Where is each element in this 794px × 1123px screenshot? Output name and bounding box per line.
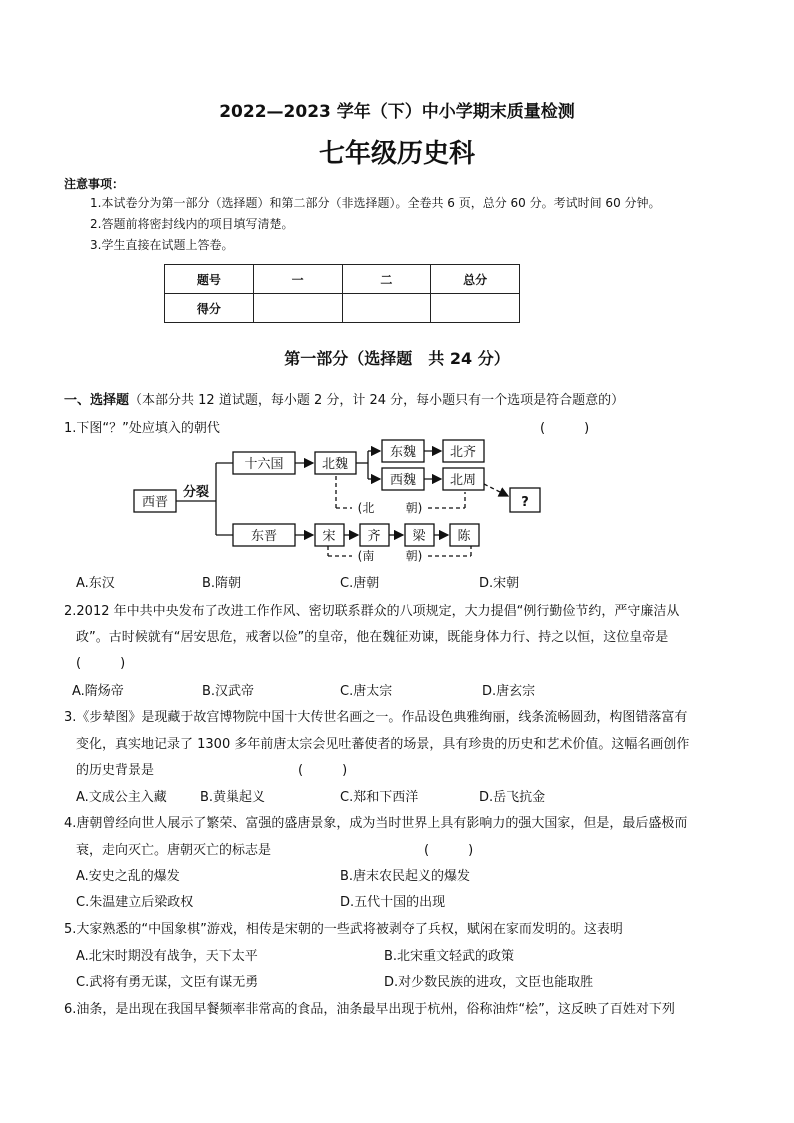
- south-label-right: 朝): [405, 549, 423, 563]
- box-xijin-label: 西晋: [141, 495, 169, 510]
- question-1-option-b[interactable]: B.隋朝: [202, 576, 242, 591]
- score-row-label: 得分: [165, 294, 254, 323]
- question-3-option-b[interactable]: B.黄巢起义: [200, 790, 266, 805]
- question-5-option-c[interactable]: C.武将有勇无谋，文臣有谋无勇: [76, 975, 259, 990]
- question-1-option-c[interactable]: C.唐朝: [340, 576, 380, 591]
- score-table-header: 题号: [165, 265, 254, 294]
- south-label-left: (南: [357, 549, 375, 563]
- question-4-option-a[interactable]: A.安史之乱的爆发: [76, 869, 180, 884]
- question-3-option-c[interactable]: C.郑和下西洋: [340, 790, 419, 805]
- question-5-option-d[interactable]: D.对少数民族的进攻，文臣也能取胜: [384, 975, 594, 990]
- score-cell[interactable]: [253, 294, 342, 323]
- section-note: （本部分共 12 道试题，每小题 2 分，计 24 分，每小题只有一个选项是符合题意的）: [129, 393, 625, 408]
- question-2-stem-line: 2.2012 年中共中央发布了改进工作作风、密切联系群众的八项规定，大力提倡“例行勤俭节约，严守廉洁从: [64, 604, 680, 619]
- box-beiwei-label: 北魏: [321, 457, 349, 472]
- section-label: 一、选择题: [64, 393, 130, 408]
- note-item: 3.学生直接在试题上答卷。: [90, 238, 234, 252]
- question-4-option-c[interactable]: C.朱温建立后梁政权: [76, 895, 194, 910]
- score-table-score-row: [165, 294, 520, 323]
- question-1-answer-blank[interactable]: ( ): [540, 421, 590, 436]
- question-2-option-d[interactable]: D.唐玄宗: [482, 684, 536, 699]
- box-shiliuguo-label: 十六国: [244, 457, 284, 472]
- question-3-stem-line: 变化，真实地记录了 1300 多年前唐太宗会见吐蕃使者的场景，具有珍贵的历史和艺术价值。这幅名画创作: [76, 737, 690, 752]
- question-3-stem-line: 的历史背景是: [76, 763, 155, 778]
- north-label-right: 朝): [405, 501, 423, 515]
- dynasty-diagram: [130, 436, 550, 568]
- question-4-stem-line: 4.唐朝曾经向世人展示了繁荣、富强的盛唐景象，成为当时世界上具有影响力的强大国家，但是，最后盛极而: [64, 816, 688, 831]
- question-5-option-a[interactable]: A.北宋时期没有战争，天下太平: [76, 949, 258, 964]
- question-2-option-b[interactable]: B.汉武帝: [202, 684, 255, 699]
- box-qi-label: 齐: [367, 529, 381, 544]
- box-dongjin-label: 东晋: [250, 529, 278, 544]
- question-3-option-a[interactable]: A.文成公主入藏: [76, 790, 167, 805]
- score-table-header: 总分: [431, 265, 520, 294]
- box-dongwei-label: 东魏: [389, 445, 417, 460]
- question-3-answer-blank[interactable]: ( ): [298, 763, 348, 778]
- box-chen-label: 陈: [457, 529, 471, 544]
- box-question-label: ?: [521, 495, 529, 510]
- split-label: 分裂: [182, 485, 210, 500]
- exam-title: 2022—2023 学年（下）中小学期末质量检测: [219, 102, 575, 122]
- question-4-option-d[interactable]: D.五代十国的出现: [340, 895, 446, 910]
- box-liang-label: 梁: [412, 529, 426, 544]
- score-table-header-row: [165, 265, 520, 294]
- box-beiqi-label: 北齐: [449, 445, 477, 460]
- question-6-stem-line: 6.油条，是出现在我国早餐频率非常高的食品，油条最早出现于杭州，俗称油炸“桧”，这反映了百姓对下列: [64, 1002, 675, 1017]
- section-heading: [64, 389, 624, 408]
- question-2-option-a[interactable]: A.隋炀帝: [72, 684, 124, 699]
- note-item: 1.本试卷分为第一部分（选择题）和第二部分（非选择题）。全卷共 6 页，总分 60 分。考试时间 60 分钟。: [90, 196, 661, 210]
- notes-heading: 注意事项：: [64, 177, 125, 191]
- box-beizhou-label: 北周: [449, 473, 477, 488]
- score-table: [164, 264, 520, 323]
- score-cell[interactable]: [342, 294, 431, 323]
- question-1-stem: 1.下图“？”处应填入的朝代: [64, 421, 220, 436]
- question-1-option-d[interactable]: D.宋朝: [479, 576, 520, 591]
- question-5-option-b[interactable]: B.北宋重文轻武的政策: [384, 949, 515, 964]
- north-label-left: (北: [357, 501, 375, 515]
- score-table-header: 一: [253, 265, 342, 294]
- note-item: 2.答题前将密封线内的项目填写清楚。: [90, 217, 294, 231]
- question-4-stem-line: 衰，走向灭亡。唐朝灭亡的标志是: [76, 843, 272, 858]
- question-5-stem-line: 5.大家熟悉的“中国象棋”游戏，相传是宋朝的一些武将被剥夺了兵权，赋闲在家而发明的。这表明: [64, 922, 623, 937]
- box-xiwei-label: 西魏: [389, 473, 417, 488]
- box-song-label: 宋: [322, 529, 336, 544]
- question-2-answer-blank[interactable]: ( ): [76, 656, 126, 671]
- subject-title: 七年级历史科: [318, 139, 475, 169]
- question-2-option-c[interactable]: C.唐太宗: [340, 684, 393, 699]
- question-3-stem-line: 3.《步辇图》是现藏于故宫博物院中国十大传世名画之一。作品设色典雅绚丽，线条流畅圆劲，构图错落富有: [64, 710, 688, 725]
- score-table-header: 二: [342, 265, 431, 294]
- question-4-answer-blank[interactable]: ( ): [424, 843, 474, 858]
- score-cell[interactable]: [431, 294, 520, 323]
- question-4-option-b[interactable]: B.唐末农民起义的爆发: [340, 869, 471, 884]
- dashed-arrow: [484, 484, 508, 496]
- question-1-option-a[interactable]: A.东汉: [76, 576, 115, 591]
- part1-title: 第一部分（选择题 共 24 分）: [284, 349, 510, 368]
- question-3-option-d[interactable]: D.岳飞抗金: [479, 790, 546, 805]
- question-2-stem-line: 政”。古时候就有“居安思危，戒奢以俭”的皇帝，他在魏征劝谏，既能身体力行、持之以恒，这位皇帝是: [76, 630, 669, 645]
